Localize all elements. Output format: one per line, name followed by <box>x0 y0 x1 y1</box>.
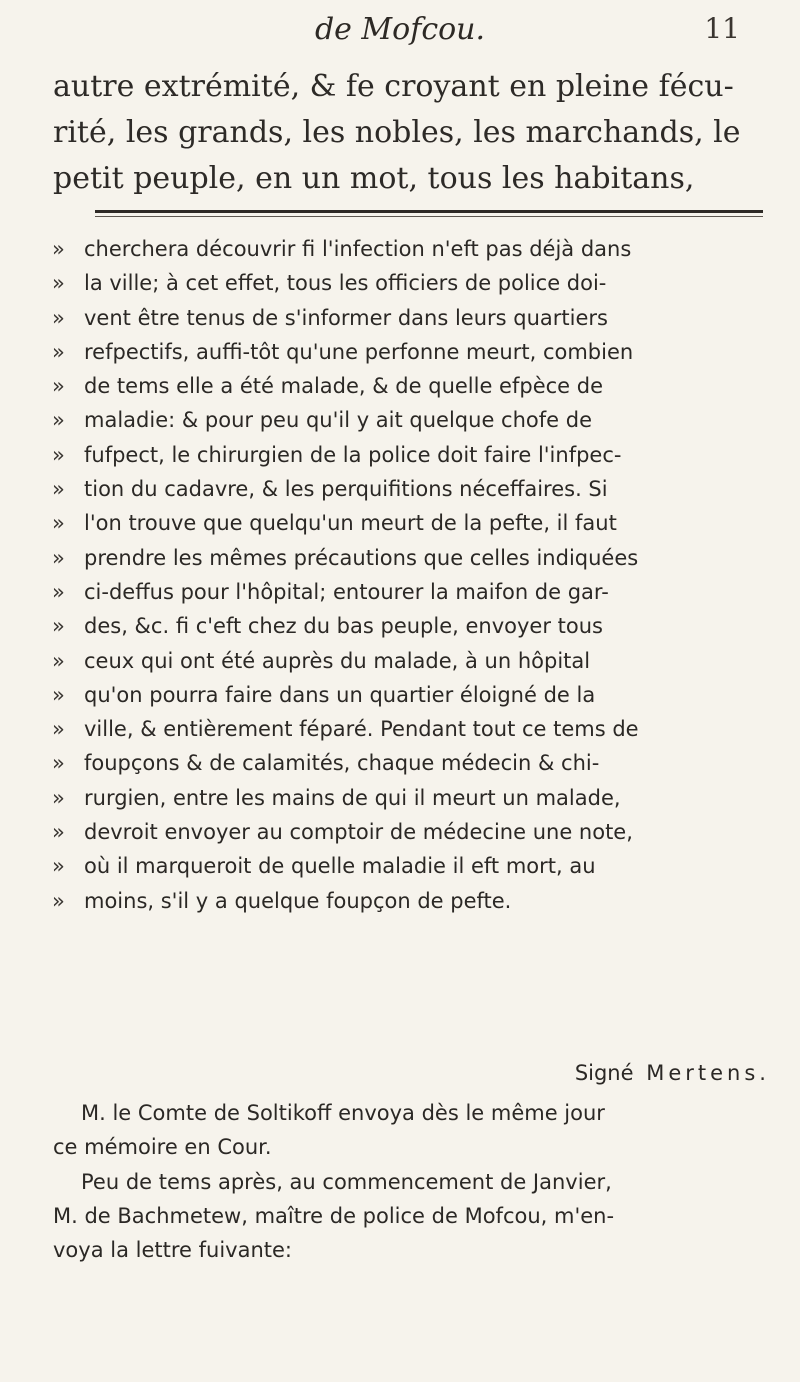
quote-mark: » <box>52 751 65 776</box>
quote-mark: » <box>52 477 65 502</box>
quote-mark: » <box>52 888 65 913</box>
section-rule-thick <box>95 210 763 213</box>
quote-mark: » <box>52 785 65 810</box>
quote-line <box>52 678 772 712</box>
section-rule-thin <box>95 216 763 217</box>
quote-line <box>52 472 772 506</box>
closing-line: voya la lettre fuivante: <box>53 1238 292 1263</box>
quote-mark: » <box>52 648 65 673</box>
quote-line <box>52 644 772 678</box>
quote-line-text: de tems elle a été malade, & de quelle efpèce de <box>84 374 604 399</box>
quote-line-text: refpectifs, auffi-tôt qu'une perfonne meurt, combien <box>84 339 634 364</box>
quote-line <box>52 266 772 300</box>
quote-mark: » <box>52 237 65 261</box>
quote-mark: » <box>52 682 65 707</box>
quote-line-text: où il marqueroit de quelle maladie il eft mort, au <box>84 854 596 879</box>
quote-line-text: moins, s'il y a quelque foupçon de pefte. <box>84 888 512 913</box>
quote-mark: » <box>52 511 65 536</box>
quote-line-text: ceux qui ont été auprès du malade, à un hôpital <box>84 648 591 673</box>
quoted-memoire <box>52 232 772 918</box>
page-header <box>0 12 800 60</box>
closing-line: M. le Comte de Soltikoff envoya dès le même jour <box>81 1101 605 1125</box>
quote-line <box>52 815 772 849</box>
quote-mark: » <box>52 820 65 845</box>
quote-mark: » <box>52 408 65 433</box>
intro-line: rité, les grands, les nobles, les marchands, le <box>53 115 741 150</box>
quote-line-text: prendre les mêmes précautions que celles indiquées <box>84 545 639 570</box>
quote-line-text: maladie: & pour peu qu'il y ait quelque chofe de <box>84 408 592 433</box>
quote-mark: » <box>52 305 65 330</box>
page-number: 11 <box>704 12 740 45</box>
quote-line <box>52 781 772 815</box>
quote-mark: » <box>52 717 65 742</box>
quote-line-text: tion du cadavre, & les perquifitions néceffaires. Si <box>84 477 608 502</box>
closing-line: M. de Bachmetew, maître de police de Mofcou, m'en- <box>53 1203 615 1228</box>
quote-line <box>52 232 772 266</box>
closing-line: ce mémoire en Cour. <box>53 1135 272 1160</box>
quote-line <box>52 403 772 437</box>
quote-line <box>52 849 772 883</box>
closing-paragraphs <box>53 1096 773 1267</box>
quote-mark: » <box>52 374 65 399</box>
quote-line-text: fufpect, le chirurgien de la police doit faire l'infpec- <box>84 442 622 467</box>
quote-line <box>52 609 772 643</box>
quote-line-text: rurgien, entre les mains de qui il meurt un malade, <box>84 785 621 810</box>
quote-line <box>52 884 772 918</box>
intro-line: autre extrémité, & fe croyant en pleine fécu- <box>53 69 734 104</box>
quote-line-text: qu'on pourra faire dans un quartier éloigné de la <box>84 682 596 707</box>
quote-line-text: ci-deffus pour l'hôpital; entourer la maifon de gar- <box>84 579 609 604</box>
quote-line <box>52 506 772 540</box>
quote-line <box>52 541 772 575</box>
signature-line <box>575 1061 770 1085</box>
quote-line <box>52 575 772 609</box>
running-title: de Mofcou. <box>314 12 486 47</box>
quote-line-text: devroit envoyer au comptoir de médecine une note, <box>84 820 633 845</box>
quote-mark: » <box>52 614 65 639</box>
quote-mark: » <box>52 271 65 296</box>
signature-name: Mertens. <box>646 1061 770 1085</box>
quote-line-text: ville, & entièrement féparé. Pendant tout ce tems de <box>84 717 639 742</box>
quote-line-text: des, &c. fi c'eft chez du bas peuple, envoyer tous <box>84 614 603 639</box>
quote-line <box>52 335 772 369</box>
signature-prefix: Signé <box>574 1061 634 1085</box>
quote-line-text: la ville; à cet effet, tous les officiers de police doi- <box>84 271 607 296</box>
closing-line: Peu de tems après, au commencement de Janvier, <box>81 1169 612 1194</box>
quote-mark: » <box>52 442 65 467</box>
quote-line <box>52 301 772 335</box>
quote-line <box>52 712 772 746</box>
quote-mark: » <box>52 579 65 604</box>
quote-mark: » <box>52 545 65 570</box>
quote-line <box>52 438 772 472</box>
intro-paragraph <box>53 64 765 202</box>
quote-line-text: l'on trouve que quelqu'un meurt de la pefte, il faut <box>84 511 617 536</box>
quote-line <box>52 746 772 780</box>
quote-line <box>52 369 772 403</box>
quote-line-text: cherchera découvrir fi l'infection n'eft pas déjà dans <box>84 237 632 261</box>
intro-line: petit peuple, en un mot, tous les habitans, <box>53 161 695 196</box>
quote-mark: » <box>52 854 65 879</box>
quote-line-text: foupçons & de calamités, chaque médecin & chi- <box>84 751 600 776</box>
quote-mark: » <box>52 339 65 364</box>
quote-line-text: vent être tenus de s'informer dans leurs quartiers <box>84 305 608 330</box>
